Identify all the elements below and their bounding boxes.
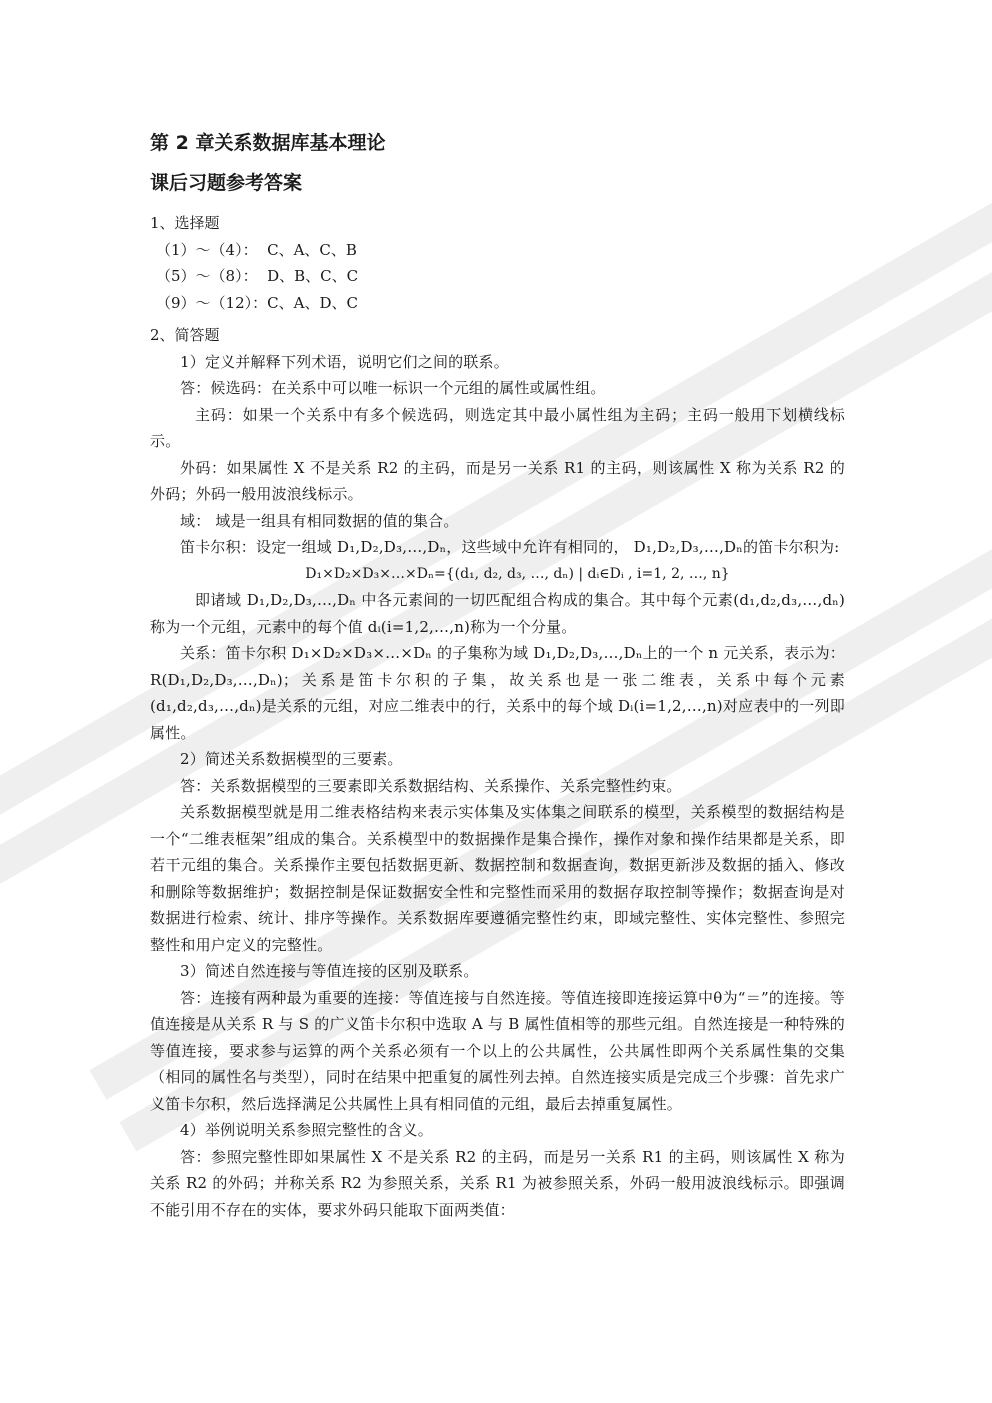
- question-3: 3）简述自然连接与等值连接的区别及联系。: [180, 962, 479, 980]
- answer-1-cartesian-explain: 即诸域 D₁,D₂,D₃,…,Dₙ 中各元素间的一切匹配组合构成的集合。其中每个元素(d₁,d₂,d₃,…,dₙ)称为一个元组，元素中的每个值 dᵢ(i=1,2,…,n)称为一个分量。: [150, 591, 845, 636]
- question-2: 2）简述关系数据模型的三要素。: [180, 750, 403, 768]
- answer-1-domain: 域： 域是一组具有相同数据的值的集合。: [180, 511, 459, 530]
- answer-1-candidate-key: 答：候选码：在关系中可以唯一标识一个元组的属性或属性组。: [180, 379, 606, 397]
- answer-1-primary-key: 主码：如果一个关系中有多个候选码，则选定其中最小属性组为主码；主码一般用下划横线标示。: [150, 405, 845, 450]
- choice-answer-1: （1）～（4）： C、A、C、B: [156, 240, 357, 259]
- choice-answer-3: （9）～（12）：C、A、D、C: [156, 293, 358, 312]
- answer-1-cartesian: 笛卡尔积：设定一组域 D₁,D₂,D₃,…,Dₙ，这些域中允许有相同的， D₁,D₂,D₃,…,Dₙ的笛卡尔积为:: [180, 538, 840, 556]
- answer-1-relation: 关系：笛卡尔积 D₁×D₂×D₃×…×Dₙ 的子集称为域 D₁,D₂,D₃,…,Dₙ上的一个 n 元关系，表示为：R(D₁,D₂,D₃,…,Dₙ)；关系是笛卡尔积的子集，故关系也是一张二维表，关系中每个元素(d₁,d₂,d₃,…,dₙ)是关系的元组，对应二维表中的行，关系中的每个域 Dᵢ(i=1,2,…,n)对应表中的一列即属性。: [150, 644, 845, 742]
- chapter-title: 第 2 章关系数据库基本理论: [150, 132, 386, 154]
- answer-4: 答：参照完整性即如果属性 X 不是关系 R2 的主码，而是另一关系 R1 的主码，则该属性 X 称为关系 R2 的外码；并称关系 R2 为参照关系，关系 R1 为被参照关系，外码一般用波浪线标示。即强调不能引用不存在的实体，要求外码只能取下面两类值：: [150, 1147, 845, 1219]
- short-answer-heading: 2、简答题: [150, 326, 220, 344]
- page-subtitle: 课后习题参考答案: [150, 172, 303, 194]
- answer-1-foreign-key: 外码：如果属性 X 不是关系 R2 的主码，而是另一关系 R1 的主码，则该属性 X 称为关系 R2 的外码；外码一般用波浪线标示。: [150, 458, 845, 503]
- answer-3: 答：连接有两种最为重要的连接：等值连接与自然连接。等值连接即连接运算中θ为“＝”的连接。等值连接是从关系 R 与 S 的广义笛卡尔积中选取 A 与 B 属性值相等的那些元组。自然连接是一种特殊的等值连接，要求参与运算的两个关系必须有一个以上的公共属性，公共属性即两个关系属性集的交集（相同的属性名与类型），同时在结果中把重复的属性列去掉。自然连接实质是完成三个步骤：首先求广义笛卡尔积，然后选择满足公共属性上具有相同值的元组，最后去掉重复属性。: [150, 988, 845, 1113]
- document-page: [150, 130, 845, 1223]
- choice-heading: 1、选择题: [150, 214, 220, 232]
- question-4: 4）举例说明关系参照完整性的含义。: [180, 1121, 433, 1139]
- question-1: 1）定义并解释下列术语，说明它们之间的联系。: [180, 352, 509, 371]
- answer-2-part-1: 答：关系数据模型的三要素即关系数据结构、关系操作、关系完整性约束。: [180, 776, 682, 795]
- answer-2-part-2: 关系数据模型就是用二维表格结构来表示实体集及实体集之间联系的模型，关系模型的数据结构是一个“二维表框架”组成的集合。关系模型中的数据操作是集合操作，操作对象和操作结果都是关系，即若干元组的集合。关系操作主要包括数据更新、数据控制和数据查询，数据更新涉及数据的插入、修改和删除等数据维护；数据控制是保证数据安全性和完整性而采用的数据存取控制等操作；数据查询是对数据进行检索、统计、排序等操作。关系数据库要遵循完整性约束，即域完整性、实体完整性、参照完整性和用户定义的完整性。: [150, 803, 845, 954]
- cartesian-formula: D₁×D₂×D₃×…×Dₙ={(d₁, d₂, d₃, …, dₙ) | dᵢ∈Dᵢ , i=1, 2, …, n}: [305, 565, 730, 582]
- choice-answer-2: （5）～（8）： D、B、C、C: [156, 267, 359, 285]
